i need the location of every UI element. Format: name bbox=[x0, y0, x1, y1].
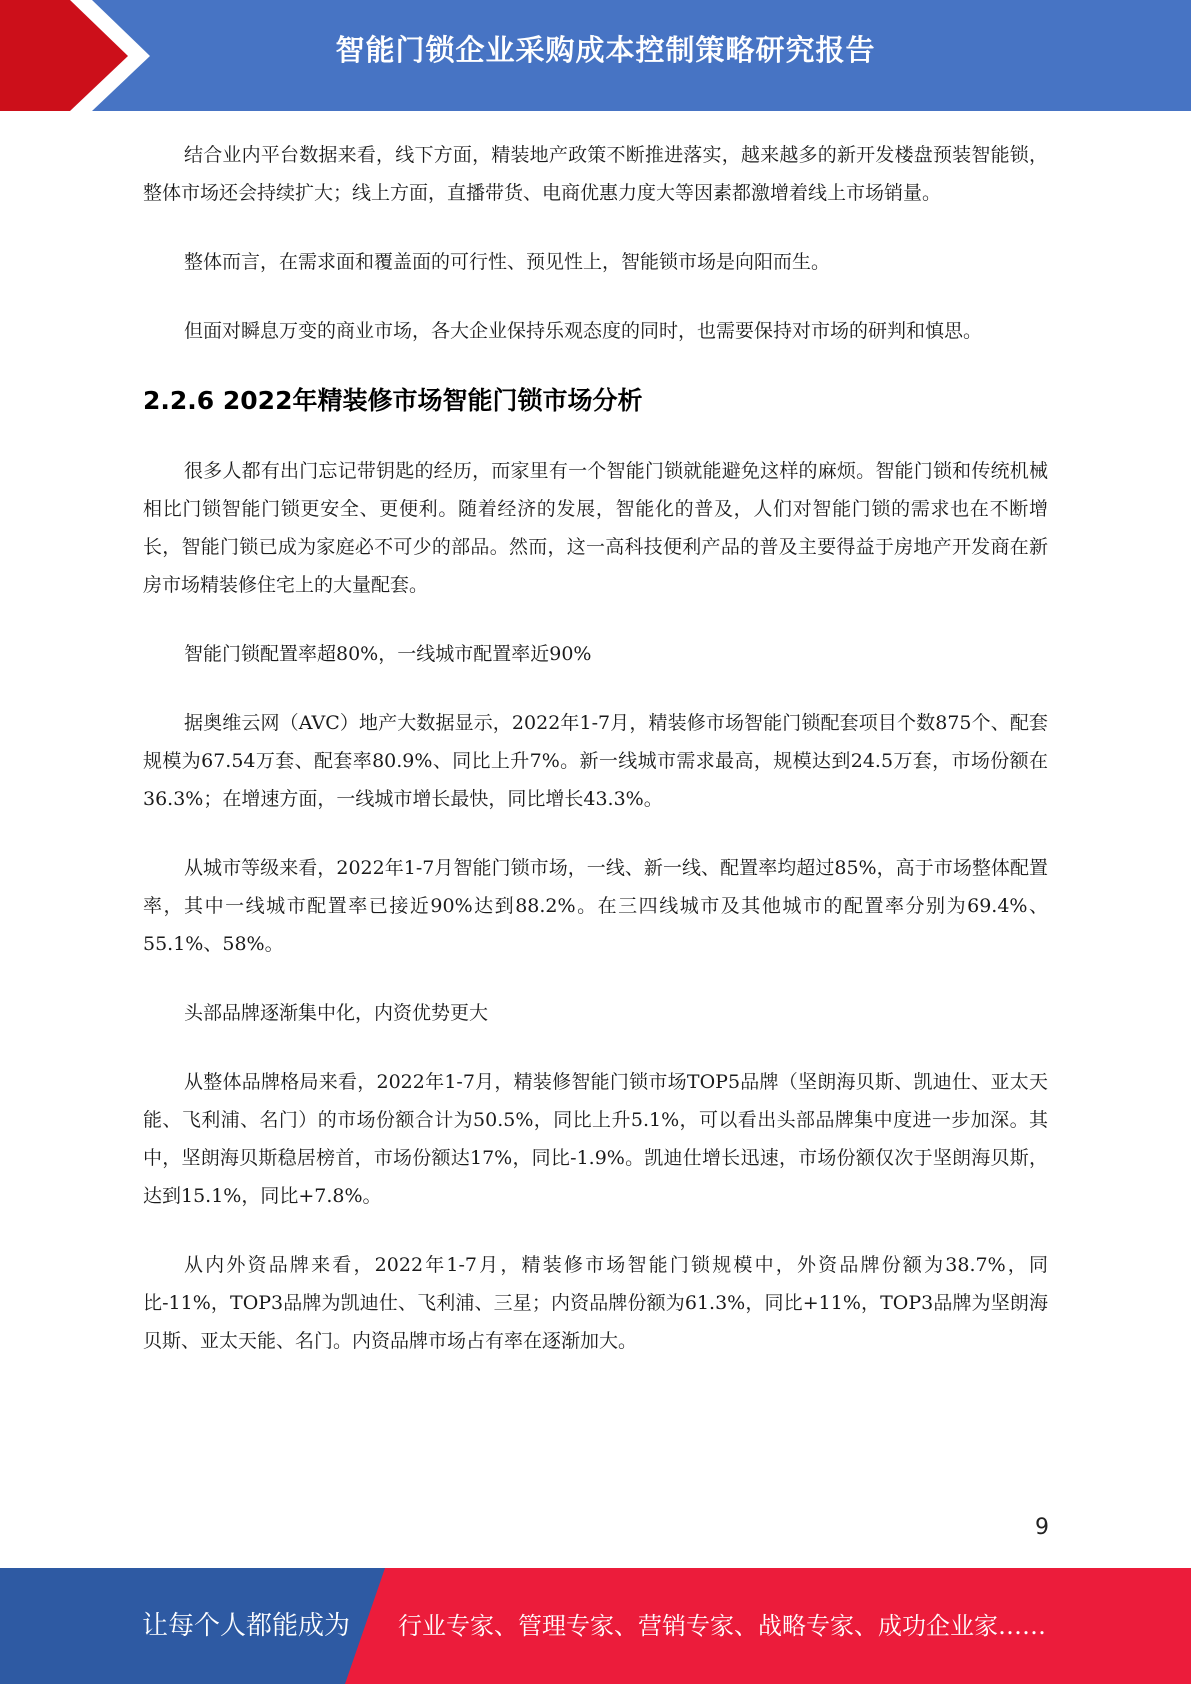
paragraph: 从城市等级来看，2022年1-7月智能门锁市场，一线、新一线、配置率均超过85%，高于市场整体配置率，其中一线城市配置率已接近90%达到88.2%。在三四线城市及其他城市的配置率分别为69.4%、55.1%、58%。 bbox=[143, 857, 1048, 955]
paragraph: 很多人都有出门忘记带钥匙的经历，而家里有一个智能门锁就能避免这样的麻烦。智能门锁和传统机械相比门锁智能门锁更安全、更便利。随着经济的发展，智能化的普及，人们对智能门锁的需求也在不断增长，智能门锁已成为家庭必不可少的部品。然而，这一高科技便利产品的普及主要得益于房地产开发商在新房市场精装修住宅上的大量配套。 bbox=[143, 460, 1048, 596]
footer-slogan-right: 行业专家、管理专家、营销专家、战略专家、成功企业家…… bbox=[398, 1612, 1046, 1640]
paragraph: 但面对瞬息万变的商业市场，各大企业保持乐观态度的同时，也需要保持对市场的研判和慎思。 bbox=[184, 320, 983, 342]
paragraph: 从整体品牌格局来看，2022年1-7月，精装修智能门锁市场TOP5品牌（坚朗海贝斯、凯迪仕、亚太天能、飞利浦、名门）的市场份额合计为50.5%，同比上升5.1%，可以看出头部品牌集中度进一步加深。其中，坚朗海贝斯稳居榜首，市场份额达17%，同比-1.9%。凯迪仕增长迅速，市场份额仅次于坚朗海贝斯，达到15.1%，同比+7.8%。 bbox=[143, 1071, 1048, 1207]
subheading-paragraph: 智能门锁配置率超80%，一线城市配置率近90% bbox=[184, 643, 592, 665]
page-content bbox=[143, 136, 1048, 1391]
paragraph: 从内外资品牌来看，2022年1-7月，精装修市场智能门锁规模中，外资品牌份额为38.7%，同比-11%，TOP3品牌为凯迪仕、飞利浦、三星；内资品牌份额为61.3%，同比+11%，TOP3品牌为坚朗海贝斯、亚太天能、名门。内资品牌市场占有率在逐渐加大。 bbox=[143, 1254, 1048, 1352]
paragraph: 据奥维云网（AVC）地产大数据显示，2022年1-7月，精装修市场智能门锁配套项目个数875个、配套规模为67.54万套、配套率80.9%、同比上升7%。新一线城市需求最高，规模达到24.5万套，市场份额在36.3%；在增速方面，一线城市增长最快，同比增长43.3%。 bbox=[143, 712, 1048, 810]
paragraph: 结合业内平台数据来看，线下方面，精装地产政策不断推进落实，越来越多的新开发楼盘预装智能锁，整体市场还会持续扩大；线上方面，直播带货、电商优惠力度大等因素都激增着线上市场销量。 bbox=[143, 144, 1048, 204]
paragraph: 整体而言，在需求面和覆盖面的可行性、预见性上，智能锁市场是向阳而生。 bbox=[184, 251, 831, 273]
footer-slogan-left: 让每个人都能成为 bbox=[142, 1611, 351, 1641]
page-number: 9 bbox=[1035, 1515, 1049, 1540]
report-title: 智能门锁企业采购成本控制策略研究报告 bbox=[335, 33, 876, 67]
page-footer bbox=[0, 1568, 1191, 1684]
section-heading: 2.2.6 2022年精装修市场智能门锁市场分析 bbox=[143, 386, 643, 415]
subheading-paragraph: 头部品牌逐渐集中化，内资优势更大 bbox=[184, 1002, 489, 1024]
page-header bbox=[0, 0, 1191, 111]
